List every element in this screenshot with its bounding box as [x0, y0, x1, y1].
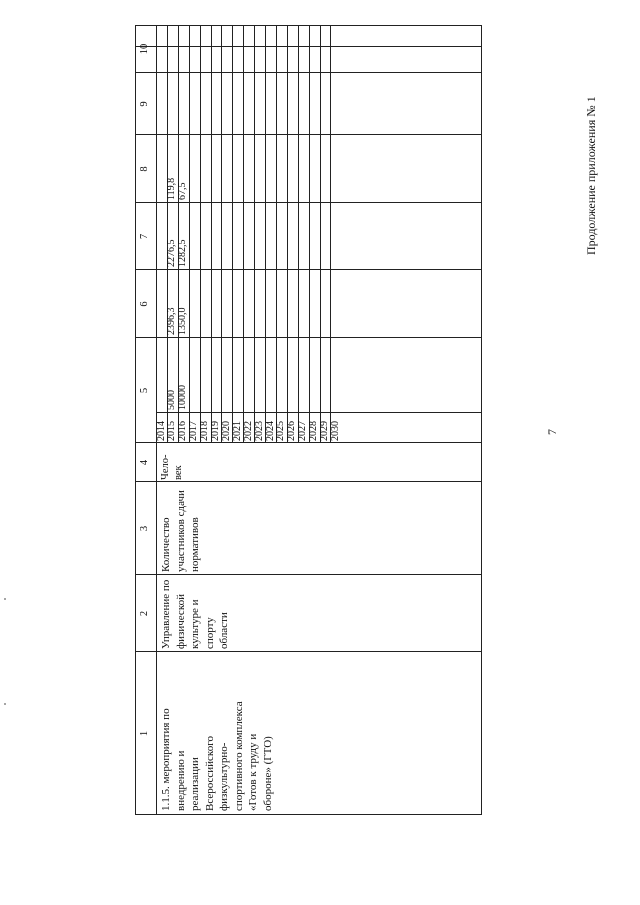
- unit-cell: Чело-век: [160, 454, 184, 480]
- year-row-line: [211, 25, 212, 443]
- year-cell: 2020: [220, 421, 232, 441]
- year-row-line: [287, 25, 288, 443]
- year-row-line: [243, 25, 244, 443]
- col-divider: [135, 481, 481, 482]
- funding-local-cell: 119,8: [166, 177, 178, 200]
- year-row-line: [254, 25, 255, 443]
- plan-value-cell: 5000: [166, 390, 178, 410]
- col-header-8: 8: [139, 166, 150, 172]
- indicator-cell: Количество участников сдачи нормативов: [160, 490, 201, 572]
- measure-cell: 1.1.5. мероприятия по внедрению и реализации Всероссийского физкультурно-спортивного комплекса «Готов к труду и обороне» (ГТО): [160, 701, 274, 811]
- year-cell: 2027: [297, 421, 309, 441]
- year-row-line: [320, 25, 321, 443]
- year-cell: 2015: [166, 421, 178, 441]
- year-row-line: [265, 25, 266, 443]
- col-divider: [135, 574, 481, 575]
- funding-local-cell: 67,5: [177, 182, 189, 200]
- year-cell: 2016: [177, 421, 189, 441]
- funding-total-cell: 2396,3: [166, 307, 178, 335]
- year-cell: 2029: [319, 421, 330, 441]
- year-cell: 2026: [286, 421, 298, 441]
- funding-regional-cell: 2276,5: [166, 239, 178, 267]
- page-number: 7: [545, 429, 559, 435]
- table-top-border: [135, 25, 136, 815]
- year-cell: 2028: [308, 421, 320, 441]
- year-cell: 2018: [199, 421, 211, 441]
- funding-total-cell: 1350,0: [177, 307, 189, 335]
- year-cell: 2022: [242, 421, 254, 441]
- year-cell: 2030: [329, 421, 341, 441]
- year-cell: 2025: [275, 421, 287, 441]
- appendix-caption: Продолжение приложения № 1: [584, 96, 598, 255]
- executor-cell: Управление по физической культуре и спорту области: [160, 579, 230, 649]
- year-cell: 2017: [188, 421, 200, 441]
- year-cell: 2021: [231, 421, 243, 441]
- year-row-line: [309, 25, 310, 443]
- col-header-7: 7: [139, 233, 150, 240]
- year-row-line: [200, 25, 201, 443]
- col-header-2: 2: [139, 610, 150, 617]
- funding-regional-cell: 1282,5: [177, 239, 189, 267]
- year-cell: 2014: [155, 421, 167, 441]
- table-bottom-border: [481, 25, 482, 815]
- col-divider: [135, 651, 481, 652]
- year-row-line: [330, 25, 331, 443]
- year-row-line: [221, 25, 222, 443]
- table-left-border: [135, 814, 481, 815]
- col-header-9: 9: [139, 101, 150, 107]
- col-header-10: 10: [139, 43, 150, 55]
- year-row-line: [276, 25, 277, 443]
- year-cell: 2023: [253, 421, 265, 441]
- year-cell: 2024: [264, 421, 276, 441]
- year-row-line: [232, 25, 233, 443]
- appendix-table: [0, 25, 640, 815]
- col-header-4: 4: [139, 459, 150, 466]
- col-header-6: 6: [139, 301, 150, 307]
- year-row-line: [298, 25, 299, 443]
- col-header-3: 3: [139, 525, 150, 532]
- col-header-1: 1: [139, 730, 150, 737]
- year-cell: 2019: [210, 421, 221, 441]
- col-header-5: 5: [139, 387, 150, 394]
- plan-value-cell: 10000: [177, 385, 189, 410]
